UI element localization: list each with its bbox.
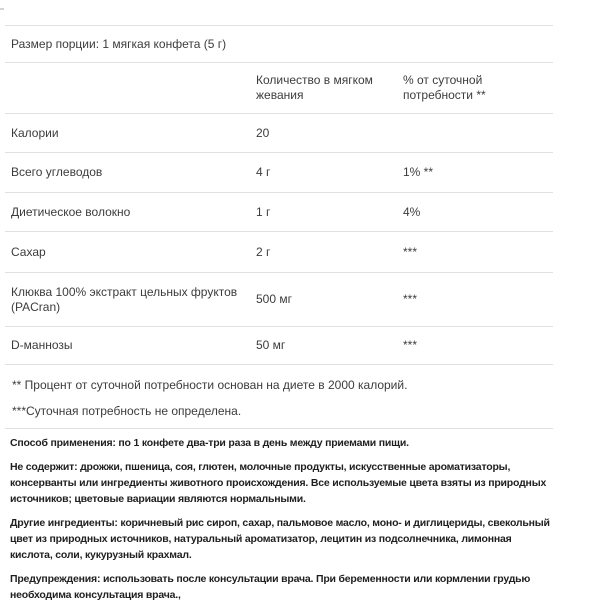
table-row-d-mannose [5,326,553,364]
nutrient-daily-value: *** [403,244,418,259]
footnote-daily-value: ** Процент от суточной потребности основан на диете в 2000 калорий. [12,378,408,392]
serving-size-row [5,25,553,62]
directions-paragraph: Способ применения: по 1 конфете два-три раза в день между приемами пищи. [10,437,409,449]
usage-info-section [5,428,553,600]
does-not-contain-paragraph: Не содержит: дрожжи, пшеница, соя, глютен, молочные продукты, искусственные ароматизаторы, консерванты или ингредиенты животного происхождения. Все используемые цвета взяты из природных источников; цветовые вариации являются нормальными. [10,461,547,505]
nutrient-amount: 2 г [256,244,271,259]
column-header-daily-value: % от суточной потребности ** [403,73,486,102]
nutrient-name: Клюква 100% экстракт цельных фруктов (PACran) [11,284,238,314]
table-row-dietary-fiber [5,192,553,231]
nutrient-amount: 4 г [256,165,271,179]
nutrient-amount: 20 [256,125,270,140]
column-header-amount: Количество в мягком жевания [256,73,373,102]
nutrient-amount: 50 мг [256,338,286,352]
nutrient-name: Диетическое волокно [11,204,131,219]
nutrient-name: Всего углеводов [11,165,103,179]
table-row-sugar [5,231,553,272]
nutrient-daily-value: *** [403,292,418,306]
nutrient-daily-value: 1% ** [403,165,434,179]
other-ingredients-paragraph: Другие ингредиенты: коричневый рис сироп, сахар, пальмовое масло, моно- и диглицериды, свекольный цвет из природных источников, натуральный ароматизатор, лецитин из подсолнечника, лимонная кислота, соли, кукурузный крахмал. [10,517,550,561]
nutrient-name: D-маннозы [11,338,73,352]
table-row-cranberry-extract [5,272,553,326]
footnote-not-established: ***Суточная потребность не определена. [12,404,242,418]
nutrient-amount: 1 г [256,204,271,219]
nutrient-name: Сахар [11,244,46,259]
serving-size-text: Размер порции: 1 мягкая конфета (5 г) [11,36,227,51]
nutrient-amount: 500 мг [256,292,292,306]
table-row-total-carbs [5,152,553,192]
supplement-facts-table [5,25,553,428]
table-header-row [5,62,553,113]
edge-artifact [0,8,4,10]
table-row-calories [5,113,553,152]
footnotes [5,364,553,428]
nutrient-name: Калории [11,125,59,140]
nutrient-daily-value: 4% [403,204,421,219]
nutrient-daily-value: *** [403,338,418,352]
warnings-paragraph: Предупреждения: использовать после консультации врача. При беременности или кормлении грудью необходима консультация врача., [10,573,531,600]
